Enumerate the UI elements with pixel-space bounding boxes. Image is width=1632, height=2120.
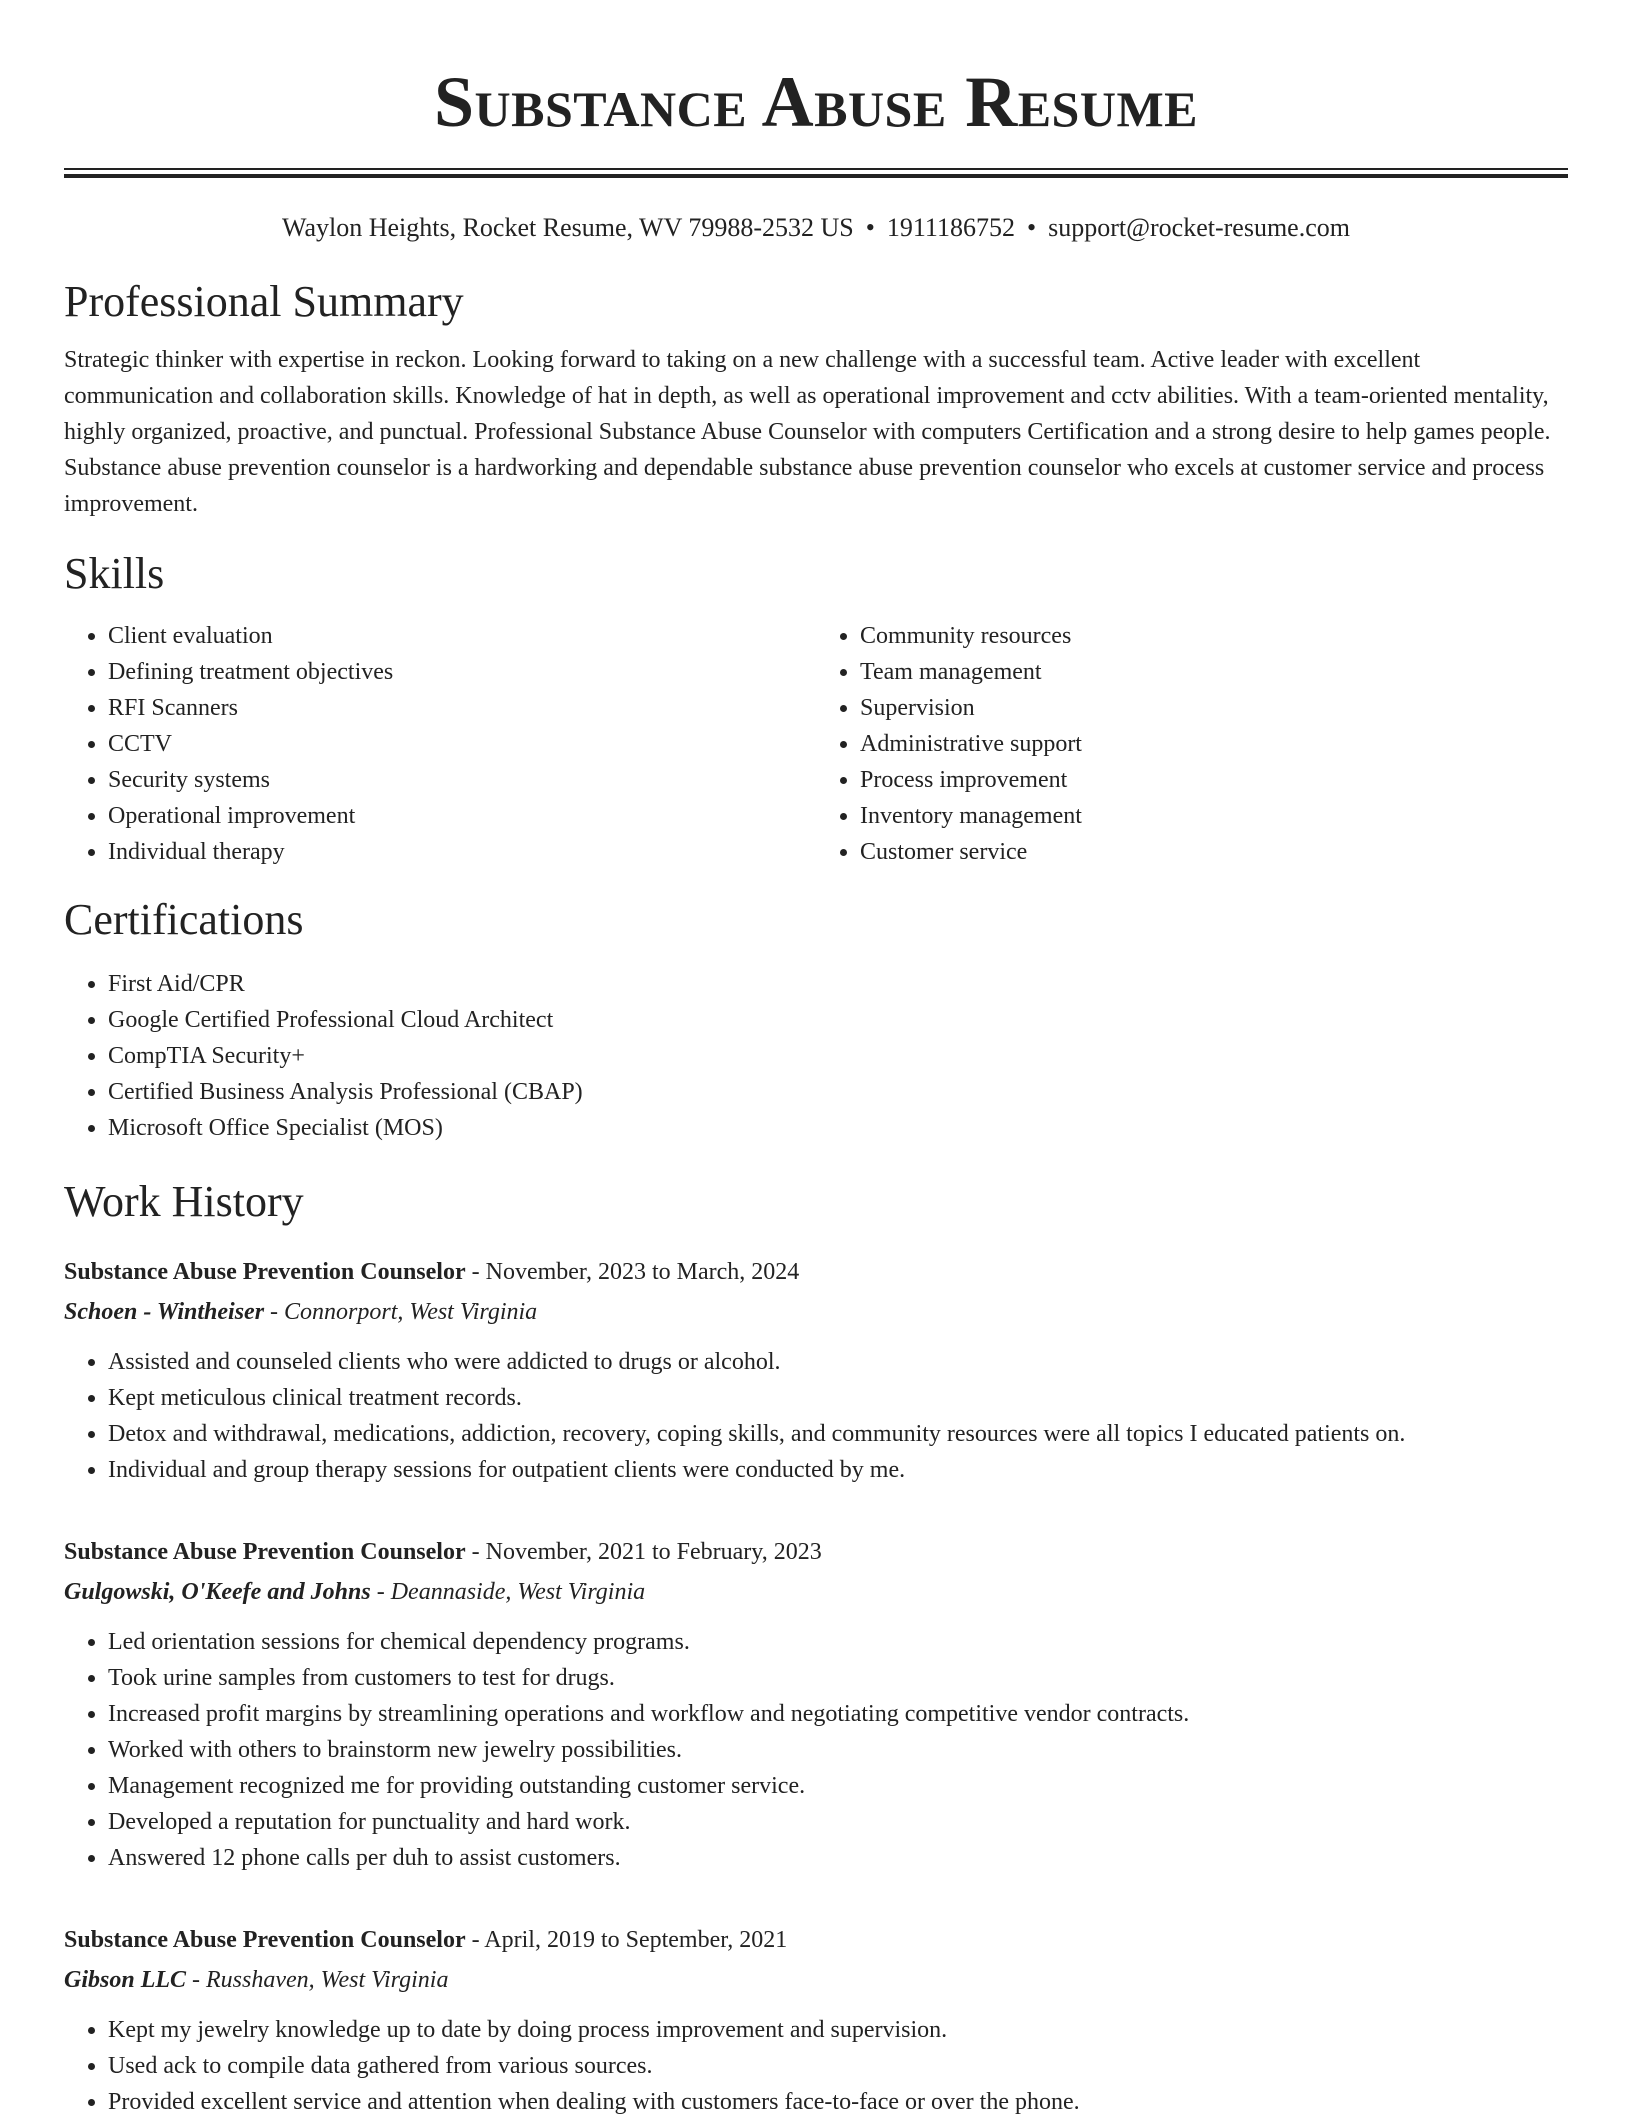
job-title-line: Substance Abuse Prevention Counselor - November, 2023 to March, 2024 bbox=[64, 1259, 800, 1285]
contact-phone: 1911186752 bbox=[886, 213, 1015, 242]
job-location: Connorport, West Virginia bbox=[284, 1299, 538, 1325]
job-bullet: • Worked with others to brainstorm new jewelry possibilities. bbox=[108, 1732, 1568, 1768]
job-title-line: Substance Abuse Prevention Counselor - April, 2019 to September, 2021 bbox=[64, 1927, 788, 1953]
job-bullet: • Used ack to compile data gathered from various sources. bbox=[108, 2048, 1568, 2084]
certifications-section bbox=[64, 894, 1568, 1146]
summary-section bbox=[64, 276, 1568, 522]
skill-item: • Customer service bbox=[860, 834, 1568, 870]
job-bullet: • Provided excellent service and attention when dealing with customers face-to-face or over the phone. bbox=[108, 2084, 1568, 2120]
job-role: Substance Abuse Prevention Counselor bbox=[64, 1259, 466, 1285]
certifications-heading: Certifications bbox=[64, 895, 304, 944]
job-bullet: • Kept my jewelry knowledge up to date by doing process improvement and supervision. bbox=[108, 2012, 1568, 2048]
certification-item: • Certified Business Analysis Professional (CBAP) bbox=[108, 1074, 1568, 1110]
skill-item: • RFI Scanners bbox=[108, 690, 816, 726]
skill-item: • Individual therapy bbox=[108, 834, 816, 870]
skill-item: • Defining treatment objectives bbox=[108, 654, 816, 690]
contact-address: Waylon Heights, Rocket Resume, WV 79988-2532 US bbox=[281, 213, 854, 242]
job-bullet: • Assisted and counseled clients who were addicted to drugs or alcohol. bbox=[108, 1344, 1568, 1380]
job-dates: November, 2021 to February, 2023 bbox=[485, 1539, 822, 1565]
skills-section bbox=[64, 548, 1568, 870]
job-company-line: Gibson LLC - Russhaven, West Virginia bbox=[64, 1967, 449, 1993]
job-bullet: • Management recognized me for providing outstanding customer service. bbox=[108, 1768, 1568, 1804]
work-history-heading: Work History bbox=[64, 1177, 304, 1226]
job-role: Substance Abuse Prevention Counselor bbox=[64, 1539, 466, 1565]
skill-item: • Security systems bbox=[108, 762, 816, 798]
job-bullets bbox=[64, 1624, 1568, 1876]
job-bullets bbox=[64, 2012, 1568, 2120]
job-location: Russhaven, West Virginia bbox=[206, 1967, 449, 1993]
job-bullet: • Answered 12 phone calls per duh to assist customers. bbox=[108, 1840, 1568, 1876]
job-company-line: Gulgowski, O'Keefe and Johns - Deannaside, West Virginia bbox=[64, 1579, 646, 1605]
resume-title: Substance Abuse Resume bbox=[433, 62, 1199, 142]
contact-email: support@rocket-resume.com bbox=[1048, 213, 1350, 242]
certification-item: • CompTIA Security+ bbox=[108, 1038, 1568, 1074]
contact-separator: • bbox=[1026, 213, 1037, 242]
job-title-line: Substance Abuse Prevention Counselor - November, 2021 to February, 2023 bbox=[64, 1539, 822, 1565]
resume-page bbox=[64, 0, 1568, 2120]
skill-item: • Operational improvement bbox=[108, 798, 816, 834]
skills-list-right bbox=[816, 618, 1568, 870]
job-company-line: Schoen - Wintheiser - Connorport, West Virginia bbox=[64, 1299, 538, 1325]
skill-item: • Process improvement bbox=[860, 762, 1568, 798]
contact-separator: • bbox=[865, 213, 875, 242]
job-bullet: • Increased profit margins by streamlining operations and workflow and negotiating competitive vendor contracts. bbox=[108, 1696, 1568, 1732]
job-company: Gulgowski, O'Keefe and Johns bbox=[64, 1579, 371, 1605]
skill-item: • Inventory management bbox=[860, 798, 1568, 834]
summary-heading: Professional Summary bbox=[64, 277, 464, 326]
job-entry bbox=[64, 1252, 1568, 1488]
contact-line bbox=[64, 212, 1568, 244]
certification-item: • Microsoft Office Specialist (MOS) bbox=[108, 1110, 1568, 1146]
job-location: Deannaside, West Virginia bbox=[390, 1579, 646, 1605]
job-dates: November, 2023 to March, 2024 bbox=[485, 1259, 800, 1285]
skill-item: • Community resources bbox=[860, 618, 1568, 654]
job-bullet: • Detox and withdrawal, medications, addiction, recovery, coping skills, and community resources were all topics I educated patients on. bbox=[108, 1416, 1568, 1452]
job-bullet: • Took urine samples from customers to test for drugs. bbox=[108, 1660, 1568, 1696]
certifications-list bbox=[64, 966, 1568, 1146]
job-bullet: • Kept meticulous clinical treatment records. bbox=[108, 1380, 1568, 1416]
skill-item: • CCTV bbox=[108, 726, 816, 762]
work-history-section bbox=[64, 1176, 1568, 2120]
skill-item: • Client evaluation bbox=[108, 618, 816, 654]
skill-item: • Team management bbox=[860, 654, 1568, 690]
summary-text: Strategic thinker with expertise in reckon. Looking forward to taking on a new challenge with a successful team. Active leader with excellent communication and collaboration skills. Knowledge of hat in depth, as well as operational improvement and cctv abilities. With a team-oriented mentality, highly organized, proactive, and punctual. Professional Substance Abuse Counselor with computers Certification and a strong desire to help games people. Substance abuse prevention counselor is a hardworking and dependable substance abuse prevention counselor who excels at customer service and process improvement. bbox=[64, 347, 1551, 517]
job-company: Gibson LLC bbox=[64, 1967, 187, 1993]
skill-item: • Supervision bbox=[860, 690, 1568, 726]
skills-heading: Skills bbox=[64, 549, 165, 598]
skills-list-left bbox=[64, 618, 816, 870]
job-bullets bbox=[64, 1344, 1568, 1488]
job-company: Schoen - Wintheiser bbox=[64, 1299, 265, 1325]
skills-columns bbox=[64, 618, 1568, 870]
job-entry bbox=[64, 1532, 1568, 1876]
job-bullet: • Developed a reputation for punctuality and hard work. bbox=[108, 1804, 1568, 1840]
certification-item: • Google Certified Professional Cloud Architect bbox=[108, 1002, 1568, 1038]
job-bullet: • Led orientation sessions for chemical dependency programs. bbox=[108, 1624, 1568, 1660]
certification-item: • First Aid/CPR bbox=[108, 966, 1568, 1002]
job-entry bbox=[64, 1920, 1568, 2120]
job-role: Substance Abuse Prevention Counselor bbox=[64, 1927, 466, 1953]
job-dates: April, 2019 to September, 2021 bbox=[484, 1927, 788, 1953]
skill-item: • Administrative support bbox=[860, 726, 1568, 762]
title-double-rule bbox=[64, 168, 1568, 178]
job-bullet: • Individual and group therapy sessions for outpatient clients were conducted by me. bbox=[108, 1452, 1568, 1488]
